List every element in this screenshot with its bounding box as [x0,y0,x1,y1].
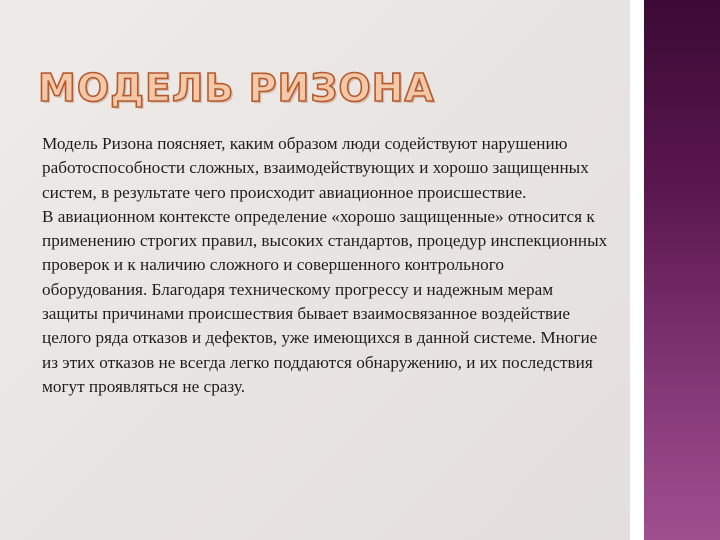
panel-divider [630,0,644,540]
paragraph-1: Модель Ризона поясняет, каким образом люди содействуют нарушению работоспособности сложных, взаимодействующих и хорошо защищенных систем, в результате чего происходит авиационное происшествие. [42,134,589,202]
slide-title: МОДЕЛЬ РИЗОНА [38,66,435,110]
paragraph-2: В авиационном контексте определение «хорошо защищенные» относится к применению строгих правил, высоких стандартов, процедур инспекционных проверок и к наличию сложного и совершенного контрольного оборудования. Благодаря техническому прогрессу и надежным мерам защиты причинами происшествия бывает взаимосвязанное воздействие целого ряда отказов и дефектов, уже имеющихся в данной системе. Многие из этих отказов не всегда легко поддаются обнаружению, и их последствия могут проявляться не сразу. [42,206,608,396]
decorative-side-bar [644,0,720,540]
slide-body [42,132,612,399]
